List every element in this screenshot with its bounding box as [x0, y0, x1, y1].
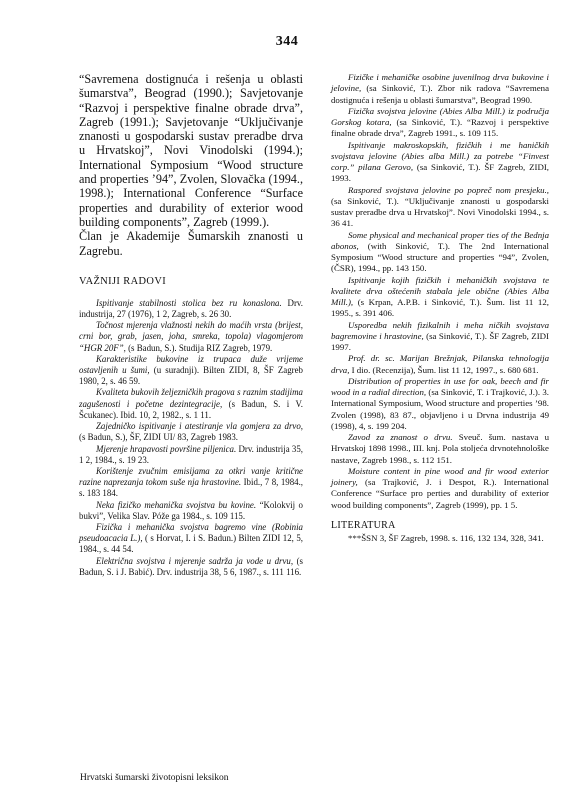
work-details: ( s Horvat, I. i S. Badun.) Bilten ZIDI 12, 5, 1984., s. 44 54.	[79, 533, 303, 555]
work-entry	[331, 185, 549, 230]
work-details: (sa Sinković, T.). Zbor nik radova “Savremena dostignuća i rešenja u oblasti šumarstva”, Beograd 1990.	[331, 83, 549, 105]
work-title: Prof. dr. sc. Marijan Brežnjak, Pilanska tehnologija drva,	[331, 353, 549, 375]
work-details: (with Sinković, T.). The 2nd International Symposium “Wood structure and properties “94”, Zvolen, (ČSR), 1994., pp. 143 150.	[331, 240, 549, 274]
biography-intro	[79, 72, 303, 258]
work-title: Fizička i mehanička svojstva bagremo vine (Robinia pseudoacacia L.),	[79, 521, 303, 544]
work-title: Neka fizičko mehanička svojstva bu kovine.	[96, 499, 257, 510]
work-title: Raspored svojstava jelovine po popreč nom presjeku.,	[348, 184, 549, 195]
work-title: Moisture content in pine wood and fir wood exterior joinery,	[331, 465, 549, 487]
work-title: Korištenje zvučnim emisijama za otkri vanje kritične razine naprezanja tokom suše nja hrastovine.	[79, 465, 303, 488]
work-entry	[79, 354, 303, 388]
work-entry	[331, 432, 549, 466]
work-entry	[331, 72, 549, 106]
work-entry	[79, 466, 303, 500]
work-entry	[331, 376, 549, 432]
work-details: Drv. industrija 35, 1 2, 1984., s. 19 23.	[79, 443, 303, 465]
work-entry	[331, 106, 549, 140]
work-details: (s Badun, S.). Studija RIZ Zagreb, 1979.	[125, 342, 273, 353]
work-title: Karakteristike bukovine iz trupaca duže vrijeme ostavljenih u šumi,	[79, 353, 303, 376]
work-details: (sa Sinković, T.). ŠF Zagreb, ZIDI, 1993.	[331, 162, 549, 184]
works-list-right	[331, 72, 549, 511]
work-details: (s Badun, S. i V. Šcukanec). Ibid. 10, 2, 1982., s. 1 11.	[79, 398, 303, 420]
literature-entry: ***ŠSN 3, ŠF Zagreb, 1998. s. 116, 132 134, 328, 341.	[348, 532, 544, 543]
work-entry	[79, 444, 303, 466]
literature-heading: LITERATURA	[331, 519, 396, 531]
work-entry	[331, 353, 549, 376]
work-title: Fizičke i mehaničke osobine juvenilnog drva bukovine i jelovine,	[331, 72, 549, 94]
work-details: (sa Sinković, T.). “Uključivanje znanosti u gospodarski sustav preradbe drva u Hrvatskoj”. Novi Vinodolski 1994., s. 36 41.	[331, 195, 549, 229]
work-title: Mjerenje hrapavosti površine piljenica.	[96, 443, 237, 454]
work-title: Zavod za znanost o drvu.	[348, 432, 453, 442]
work-details: “Kolokvij o bukvi”, Velika Slav. Póže ga 1984., s. 109 115.	[79, 499, 303, 521]
work-entry	[79, 387, 303, 421]
work-title: Ispitivanje kojih fizičkih i mehaničkih svojstava te kvalitete drva oštećenih stabala jele obične (Abies Alba Mill.),	[331, 274, 549, 307]
work-entry	[79, 500, 303, 522]
work-title: Električna svojstva i mjerenje sadrža ja vode u drvu,	[96, 555, 294, 566]
work-entry	[331, 230, 549, 275]
work-title: Ispitivanje stabilnosti stolica bez ru konaslona.	[96, 297, 282, 308]
work-entry	[331, 320, 549, 354]
work-title: Ispitivanje makroskopskih, fizičkih i me haničkih svojstava jelovine (Abies alba Mill.) za potrebe “Finvest corp.” pilana Gerovo,	[331, 139, 549, 172]
work-entry	[331, 140, 549, 185]
work-details: (sa Sinković, T. i Trajković, J.). 3. International Symposium, Wood structure and properties ’98. Zvolen (1998), 83 87., objavljeno i u Drvna industrija 49 (1998), 4, s. 199 204.	[331, 387, 549, 431]
work-title: Fizička svojstva jelovine (Abies Alba Mill.) iz područja Gorskog kotara,	[331, 105, 549, 127]
work-details: Drv. industrija, 27 (1976), 1 2, Zagreb, s. 26 30.	[79, 297, 303, 320]
works-heading: VAŽNIJI RADOVI	[79, 275, 167, 287]
work-entry	[331, 466, 549, 511]
work-entry	[79, 320, 303, 354]
work-details: (sa Trajković, J. i Despot, R.). International Conference “Surface pro perties and durability of exterior wood building components”, Zagreb (1999), pp. 1 5.	[331, 477, 549, 510]
work-title: Usporedba nekih fizikalnih i meha ničkih svojstava bagremovine i hrastovine,	[331, 319, 549, 341]
intro-paragraph: Član je Akademije Šumarskih znanosti u Zagrebu.	[79, 229, 303, 258]
work-entry	[79, 522, 303, 556]
work-title: Zajedničko ispitivanje i atestiranje vla gomjera za drvo,	[96, 421, 303, 432]
work-title: Some physical and mechanical proper ties of the Bednja abonos,	[331, 229, 549, 251]
work-details: (s Krpan, A.P.B. i Sinković, T.). Šum. list 11 12, 1995., s. 391 406.	[331, 297, 549, 319]
page-number: 344	[275, 34, 299, 49]
work-entry	[79, 421, 303, 443]
work-details: Sveuč. šum. nastava u Hrvatskoj 1898 1998., III. knj. Pola stoljeća drvnotehnološke nastave, Zagreb 1998., s. 112 151.	[331, 432, 549, 465]
intro-paragraph: “Savremena dostignuća i rešenja u oblasti šumarstva”, Beograd (1990.); Savjetovanje “Razvoj i perspektive finalne obrade drva”, Zagreb (1991.); Savjetovanje “Uključivanje znanosti u gospodarski sustav preradbe drva u Hrvatskoj”, Novi Vinodolski (1994.); International Symposium “Wood structure and properties ’94”, Zvolen, Slovačka (1994., 1998.); International Conference “Surface properties and durability of exterior wood building components”, Zagreb (1999.).	[79, 72, 303, 229]
work-title: Kvaliteta bukovih željezničkih pragova s raznim stadijima zagušenosti i početne dezintegracije,	[79, 387, 303, 409]
work-details: I dio. (Recenzija), Šum. list 11 12, 1997., s. 680 681.	[349, 364, 539, 375]
work-details: (sa Sinković, T.). “Razvoj i perspektive finalne obrade drva”, Zagreb 1991., s. 109 115.	[331, 117, 549, 139]
work-entry	[79, 556, 303, 578]
work-entry	[331, 275, 549, 320]
work-details: (s Badun, S. i J. Babić). Drv. industrija 38, 5 6, 1987., s. 111 116.	[79, 555, 303, 577]
works-list-left	[79, 298, 303, 578]
work-details: (sa Sinković, T.). ŠF Zagreb, ZIDI 1997.	[331, 330, 549, 352]
work-entry	[79, 298, 303, 320]
work-details: Ibid., 7 8, 1984., s. 183 184.	[79, 477, 304, 499]
right-column	[331, 72, 549, 544]
work-title: Točnost mjerenja vlažnosti nekih do maćih vrsta (brijest, crni bor, grab, jasen, joha, smreka, topola) vlagomjerom “HGR 20F”,	[79, 320, 303, 353]
work-title: Distribution of properties in use for oak, beech and fir wood in a radial direction,	[331, 375, 549, 397]
page-footer: Hrvatski šumarski životopisni leksikon	[80, 773, 229, 783]
left-column	[79, 72, 303, 578]
work-details: (s Badun, S.), ŠF, ZIDI UI/ 83, Zagreb 1983.	[79, 432, 239, 443]
work-details: (u suradnji). Bilten ZIDI, 8, ŠF Zagreb 1980, 2, s. 46 59.	[79, 365, 303, 387]
